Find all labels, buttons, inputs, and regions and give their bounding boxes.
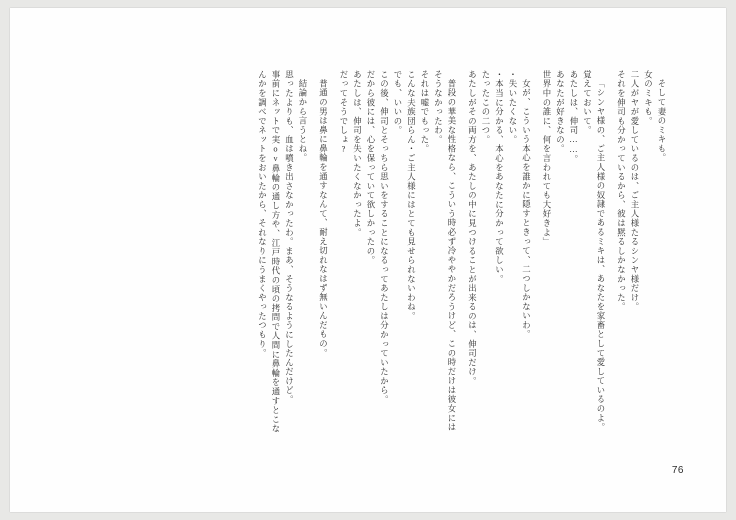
text-column: だってそうでしょ? — [339, 70, 348, 155]
text-column: んかを調べでネットをおいたから、それなりにうまくやったつもり。 — [257, 70, 267, 358]
text-column: だから彼には、心を保っていて欲しかったの。 — [366, 70, 375, 266]
text-column: ・失いたくない。 — [508, 70, 517, 145]
text-column: 世界中の誰に、何を言われても大好きよ」 — [542, 70, 551, 247]
text-column: 「シンヤ様の、ご主人様の奴隷であるミキは、あなたを家畜として愛しているのよ。 — [596, 79, 605, 433]
text-column: 覚えておいて。 — [582, 70, 592, 136]
text-column: でも、いいの。 — [393, 70, 402, 136]
text-column: 女が、こういう本心を誰かに隠すときって、二つしかないわ。 — [521, 79, 531, 340]
text-column: 女のミキも。 — [643, 70, 653, 126]
text-column: それを伸司も分かっているから、彼は黙るしかなかった。 — [616, 70, 626, 312]
text-column: 思ったよりも、血は噴き出さなかったわ。まあ、そうなるようにしたんだけど。 — [284, 70, 294, 405]
text-column: あたしは、伸司……。 — [569, 70, 578, 165]
text-column: そうなかったわ。 — [433, 70, 443, 145]
text-column: あたしは、伸司を失いたくなかったよ。 — [352, 70, 362, 238]
page-number: 76 — [671, 465, 684, 476]
page-sheet — [10, 8, 726, 512]
text-column: あたしがその両方を、あたしの中に見つけることが出来るのは、伸司だけ。 — [467, 70, 477, 386]
text-column: ・本当に分かる、本心をあなたに分かって欲しい。 — [494, 70, 504, 284]
vertical-text-body — [68, 70, 668, 440]
text-column: この後、伸司とそっちら思いをすることになるってあたしは分かっていたから。 — [379, 70, 389, 405]
text-column: 結論から言うとね。 — [298, 79, 307, 163]
text-column: それは嘘でもった。 — [420, 70, 429, 154]
text-column: あなたが好きなの。 — [555, 70, 565, 154]
text-column: 普通の男は鼻に鼻輪を通すなんて、耐え切れなはず無いんだもの。 — [318, 79, 328, 358]
text-column: たったこの二つ。 — [481, 70, 490, 145]
text-column: 二人がヤが愛しているのは、ご主人様たるシンヤ様だけ。 — [630, 70, 639, 312]
text-column: こんな夫族団らん・ご主人様にはとても見せられないわね。 — [406, 70, 416, 321]
text-column: 普段の華美な性格なら、こういう時必ず冷ややかだろうけど、この時だけは彼女には — [447, 79, 456, 433]
text-column: 事前にネットで実ον鼻輪の通し方や、江戸時代の頃の拷問で人間に鼻輪を通すとこな — [271, 70, 280, 434]
text-column: そして妻のミキも。 — [657, 79, 666, 163]
